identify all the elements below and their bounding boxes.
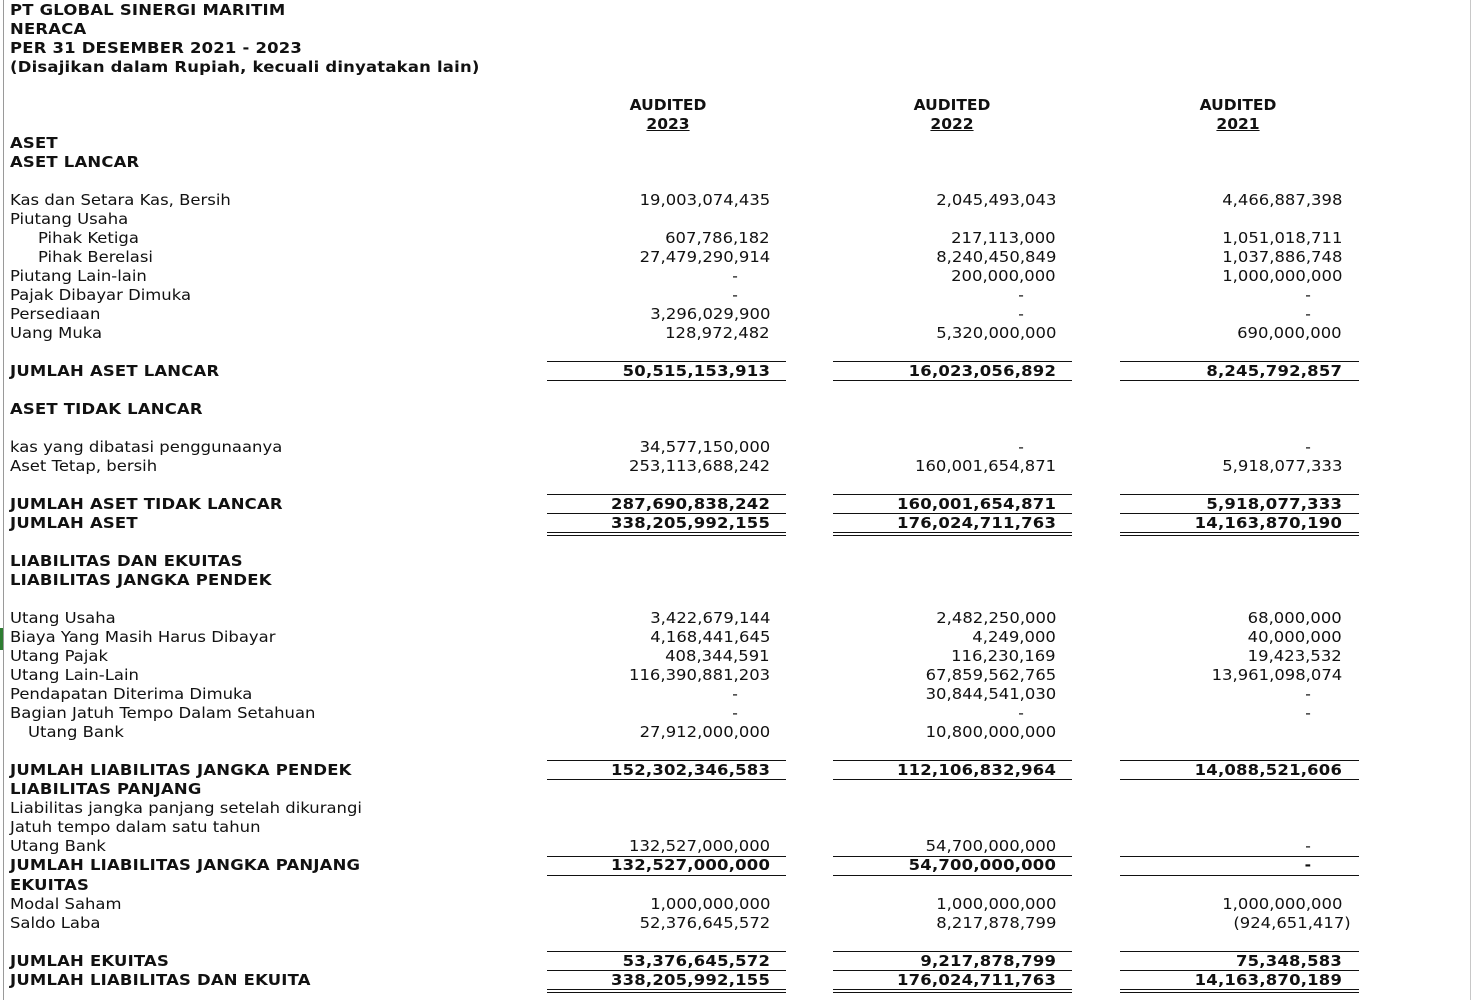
row-label: Pihak Ketiga — [38, 229, 139, 247]
cell-2022: 160,001,654,871 — [896, 495, 1056, 513]
table-row — [0, 229, 1474, 248]
table-row — [0, 305, 1474, 324]
cell-2023: - — [732, 267, 738, 285]
cell-2023: 27,912,000,000 — [639, 723, 770, 741]
table-row — [0, 286, 1474, 305]
section-row — [0, 876, 1474, 895]
cell-2023: 4,168,441,645 — [649, 628, 770, 646]
cell-2022: - — [1018, 286, 1024, 304]
row-label: JUMLAH ASET TIDAK LANCAR — [10, 495, 283, 513]
cell-2022: 1,000,000,000 — [935, 895, 1056, 913]
cell-2023: 1,000,000,000 — [649, 895, 770, 913]
report-row — [0, 20, 1474, 39]
report-title: NERACA — [10, 20, 87, 38]
double-line — [833, 992, 1072, 993]
cell-2022: 112,106,832,964 — [896, 761, 1056, 779]
section-liabilitas-ekuitas: LIABILITAS DAN EKUITAS — [10, 552, 243, 570]
cell-2023: 19,003,074,435 — [639, 191, 770, 209]
cell-2023: 50,515,153,913 — [622, 362, 770, 380]
cell-2022: 30,844,541,030 — [925, 685, 1056, 703]
cell-2023: 3,422,679,144 — [649, 609, 770, 627]
row-label: Uang Muka — [10, 324, 103, 342]
cell-2023: 338,205,992,155 — [610, 514, 770, 532]
cell-2022: 54,700,000,000 — [925, 837, 1056, 855]
cell-2023: - — [732, 704, 738, 722]
cell-2021: 1,000,000,000 — [1221, 267, 1342, 285]
cell-2021: 75,348,583 — [1235, 952, 1342, 970]
cell-2021: 40,000,000 — [1247, 628, 1342, 646]
table-row — [0, 609, 1474, 628]
row-label: Modal Saham — [10, 895, 122, 913]
cell-2022: 10,800,000,000 — [925, 723, 1056, 741]
cell-2021: - — [1305, 438, 1311, 456]
table-row — [0, 837, 1474, 856]
row-label: Pihak Berelasi — [38, 248, 153, 266]
section-ekuitas: EKUITAS — [10, 876, 90, 894]
row-label: Pajak Dibayar Dimuka — [10, 286, 192, 304]
company-row — [0, 1, 1474, 20]
cell-2022: - — [1018, 305, 1024, 323]
col-2023-status: AUDITED — [629, 96, 707, 114]
section-row — [0, 552, 1474, 571]
row-label: Piutang Lain-lain — [10, 267, 147, 285]
cell-2023: - — [732, 286, 738, 304]
table-row — [0, 914, 1474, 933]
double-line — [547, 989, 786, 990]
table-row — [0, 818, 1474, 837]
double-line — [547, 532, 786, 533]
row-label: Utang Lain-Lain — [10, 666, 139, 684]
cell-2023: 132,527,000,000 — [628, 837, 770, 855]
double-line — [833, 535, 1072, 536]
note-row — [0, 58, 1474, 77]
cell-2022: 16,023,056,892 — [908, 362, 1056, 380]
cell-2021: 19,423,532 — [1247, 647, 1342, 665]
cell-2022: 176,024,711,763 — [896, 971, 1056, 989]
section-aset-lancar: ASET LANCAR — [10, 153, 140, 171]
row-label: kas yang dibatasi penggunaanya — [10, 438, 283, 456]
table-row — [0, 647, 1474, 666]
report-period: PER 31 DESEMBER 2021 - 2023 — [10, 39, 303, 57]
double-line — [1120, 535, 1359, 536]
cell-2021: 13,961,098,074 — [1211, 666, 1342, 684]
cell-2021: (924,651,417) — [1233, 914, 1351, 932]
cell-2022: 217,113,000 — [951, 229, 1056, 247]
cell-2023: 3,296,029,900 — [649, 305, 770, 323]
double-line — [547, 992, 786, 993]
table-row — [0, 723, 1474, 742]
row-label: Liabilitas jangka panjang setelah dikurangi — [10, 799, 362, 817]
double-line — [1120, 992, 1359, 993]
cell-2022: 200,000,000 — [951, 267, 1056, 285]
cell-2021: 68,000,000 — [1247, 609, 1342, 627]
cell-2023: - — [732, 685, 738, 703]
row-label: Piutang Usaha — [10, 210, 129, 228]
cell-2023: 128,972,482 — [665, 324, 770, 342]
row-label: JUMLAH LIABILITAS DAN EKUITA — [10, 971, 311, 989]
cell-2023: 408,344,591 — [665, 647, 770, 665]
cell-2023: 152,302,346,583 — [610, 761, 770, 779]
total-row — [0, 971, 1474, 990]
row-label: Aset Tetap, bersih — [10, 457, 158, 475]
section-row — [0, 134, 1474, 153]
row-label: Biaya Yang Masih Harus Dibayar — [10, 628, 276, 646]
total-row — [0, 761, 1474, 780]
double-line — [547, 535, 786, 536]
row-label: Jatuh tempo dalam satu tahun — [10, 818, 261, 836]
row-label: Utang Pajak — [10, 647, 109, 665]
currency-note: (Disajikan dalam Rupiah, kecuali dinyatakan lain) — [10, 58, 480, 76]
cell-2023: 287,690,838,242 — [610, 495, 770, 513]
table-row — [0, 457, 1474, 476]
cell-2022: 2,482,250,000 — [935, 609, 1056, 627]
table-row — [0, 799, 1474, 818]
row-label: Utang Bank — [10, 837, 106, 855]
row-label: JUMLAH LIABILITAS JANGKA PANJANG — [10, 856, 361, 874]
cell-2021: - — [1304, 856, 1312, 874]
table-row — [0, 324, 1474, 343]
cell-2022: 54,700,000,000 — [908, 856, 1056, 874]
row-label: JUMLAH LIABILITAS JANGKA PENDEK — [10, 761, 352, 779]
cell-2021: 1,000,000,000 — [1221, 895, 1342, 913]
company-name: PT GLOBAL SINERGI MARITIM — [10, 1, 286, 19]
section-aset-tidak-lancar: ASET TIDAK LANCAR — [10, 400, 203, 418]
total-line-bottom — [547, 380, 786, 381]
section-row — [0, 571, 1474, 590]
total-row — [0, 856, 1474, 875]
row-label: JUMLAH ASET LANCAR — [10, 362, 220, 380]
cell-2023: 253,113,688,242 — [628, 457, 770, 475]
cell-2023: 27,479,290,914 — [639, 248, 770, 266]
total-row — [0, 362, 1474, 381]
cell-2021: - — [1305, 685, 1311, 703]
table-row — [0, 666, 1474, 685]
row-label: Pendapatan Diterima Dimuka — [10, 685, 253, 703]
row-label: JUMLAH ASET — [10, 514, 138, 532]
cell-2021: 690,000,000 — [1237, 324, 1342, 342]
section-liabilitas-pendek: LIABILITAS JANGKA PENDEK — [10, 571, 272, 589]
section-aset: ASET — [10, 134, 58, 152]
cell-2021: 1,051,018,711 — [1221, 229, 1342, 247]
table-row — [0, 210, 1474, 229]
cell-2023: 53,376,645,572 — [622, 952, 770, 970]
cell-2021: 5,918,077,333 — [1221, 457, 1342, 475]
col-2021-year: 2021 — [1216, 115, 1260, 133]
cell-2022: - — [1018, 438, 1024, 456]
cell-2021: - — [1305, 286, 1311, 304]
total-row — [0, 514, 1474, 533]
table-row — [0, 438, 1474, 457]
cell-2023: 338,205,992,155 — [610, 971, 770, 989]
cell-2022: 160,001,654,871 — [914, 457, 1056, 475]
cell-2021: - — [1305, 704, 1311, 722]
section-liabilitas-panjang: LIABILITAS PANJANG — [10, 780, 202, 798]
col-2023-year: 2023 — [646, 115, 690, 133]
row-label: Utang Bank — [28, 723, 124, 741]
double-line — [1120, 989, 1359, 990]
cell-2022: - — [1018, 704, 1024, 722]
cell-2022: 8,240,450,849 — [935, 248, 1056, 266]
cell-2021: 14,163,870,190 — [1194, 514, 1342, 532]
cell-2021: 14,088,521,606 — [1194, 761, 1342, 779]
row-label: JUMLAH EKUITAS — [10, 952, 170, 970]
table-row — [0, 685, 1474, 704]
cell-2021: 5,918,077,333 — [1206, 495, 1342, 513]
cell-2021: - — [1305, 837, 1311, 855]
row-label: Utang Usaha — [10, 609, 116, 627]
col-2022-status: AUDITED — [913, 96, 991, 114]
row-label: Bagian Jatuh Tempo Dalam Setahuan — [10, 704, 316, 722]
double-line — [833, 532, 1072, 533]
table-row — [0, 628, 1474, 647]
section-row — [0, 153, 1474, 172]
cell-2023: 52,376,645,572 — [639, 914, 770, 932]
table-row — [0, 191, 1474, 210]
total-row — [0, 952, 1474, 971]
col-2022-year: 2022 — [930, 115, 974, 133]
cell-2023: 116,390,881,203 — [628, 666, 770, 684]
table-row — [0, 895, 1474, 914]
row-label: Kas dan Setara Kas, Bersih — [10, 191, 231, 209]
col-2021-status: AUDITED — [1199, 96, 1277, 114]
period-row — [0, 39, 1474, 58]
total-line-bottom — [833, 380, 1072, 381]
section-row — [0, 780, 1474, 799]
table-row — [0, 267, 1474, 286]
cell-2022: 4,249,000 — [972, 628, 1056, 646]
cell-2022: 67,859,562,765 — [925, 666, 1056, 684]
cell-2021: 8,245,792,857 — [1206, 362, 1342, 380]
section-row — [0, 400, 1474, 419]
cell-2022: 9,217,878,799 — [920, 952, 1056, 970]
double-line — [833, 989, 1072, 990]
cell-2021: 4,466,887,398 — [1221, 191, 1342, 209]
cell-2023: 34,577,150,000 — [639, 438, 770, 456]
cell-2023: 607,786,182 — [665, 229, 770, 247]
total-row — [0, 495, 1474, 514]
cell-2022: 2,045,493,043 — [935, 191, 1056, 209]
table-row — [0, 248, 1474, 267]
cell-2021: - — [1305, 305, 1311, 323]
cell-2021: 14,163,870,189 — [1194, 971, 1342, 989]
cell-2022: 5,320,000,000 — [935, 324, 1056, 342]
double-line — [1120, 532, 1359, 533]
cell-2022: 176,024,711,763 — [896, 514, 1056, 532]
total-line-bottom — [1120, 380, 1359, 381]
table-row — [0, 704, 1474, 723]
row-label: Persediaan — [10, 305, 101, 323]
row-label: Saldo Laba — [10, 914, 101, 932]
cell-2023: 132,527,000,000 — [610, 856, 770, 874]
cell-2022: 8,217,878,799 — [935, 914, 1056, 932]
cell-2021: 1,037,886,748 — [1221, 248, 1342, 266]
cell-2022: 116,230,169 — [951, 647, 1056, 665]
